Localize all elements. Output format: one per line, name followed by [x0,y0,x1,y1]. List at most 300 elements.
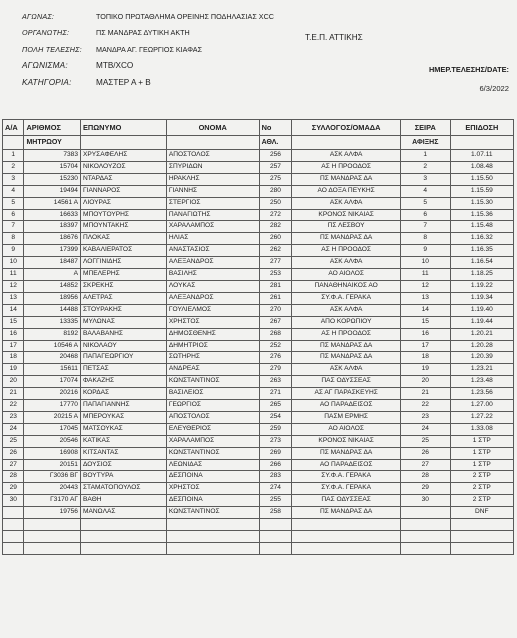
cell-finish-order: 17 [400,340,450,352]
cell-registry-number: 17074 [24,376,81,388]
table-row [3,185,514,197]
cell-surname: ΜΥΛΩΝΑΣ [80,316,166,328]
table-row [3,269,514,281]
cell-performance: 1.19.34 [450,292,513,304]
table-row [3,209,514,221]
cell-first-name: ΗΡΑΚΛΗΣ [166,173,259,185]
cell-finish-order: 5 [400,197,450,209]
cell-performance: 1.18.25 [450,269,513,281]
cell-finish-order: 4 [400,185,450,197]
cell-finish-order: 22 [400,400,450,412]
cell-athlete-number: 279 [259,364,292,376]
category-name: ΜΑΣΤΕΡ Α + Β [96,77,151,87]
cell-finish-order: 25 [400,435,450,447]
cell-athlete-number: 254 [259,411,292,423]
column-subheader-first-name [166,136,259,150]
cell-performance: 2 ΣΤΡ [450,471,513,483]
table-row [3,340,514,352]
cell-athlete-number: 266 [259,459,292,471]
cell-performance: 2 ΣΤΡ [450,483,513,495]
cell-club: ΠΣ ΛΕΣΒΟΥ [292,221,401,233]
empty-cell [3,542,24,554]
empty-cell [24,519,81,531]
cell-registry-number: Γ3036 ΒΓ [24,471,81,483]
cell-aa: 6 [3,209,24,221]
cell-athlete-number: 261 [259,292,292,304]
cell-club: ΑΣΚ ΑΛΦΑ [292,150,401,162]
cell-performance: 1.19.44 [450,316,513,328]
cell-athlete-number: 260 [259,233,292,245]
cell-registry-number: 7383 [24,150,81,162]
cell-club: ΠΣ ΜΑΝΔΡΑΣ ΔΑ [292,173,401,185]
cell-registry-number: 17045 [24,423,81,435]
results-body [3,150,514,555]
cell-athlete-number: 269 [259,447,292,459]
cell-first-name: ΑΝΑΣΤΑΣΙΟΣ [166,245,259,257]
cell-surname: ΔΟΥΣΙΟΣ [80,459,166,471]
cell-finish-order: 7 [400,221,450,233]
date-label: ΗΜΕΡ.ΤΕΛΕΣΗΣ/DATE: [428,65,509,74]
cell-aa: 21 [3,388,24,400]
date-value: 6/3/2022 [479,84,509,93]
table-row [3,233,514,245]
cell-surname: ΚΑΤΙΚΑΣ [80,435,166,447]
cell-first-name: ΓΙΑΝΝΗΣ [166,185,259,197]
organizer-name: ΠΣ ΜΑΝΔΡΑΣ ΔΥΤΙΚΗ ΑΚΤΗ [96,28,190,38]
cell-surname: ΛΙΟΥΡΑΣ [80,197,166,209]
cell-finish-order: 27 [400,459,450,471]
table-row [3,435,514,447]
event-label: ΑΓΩΝΙΣΜΑ: [22,61,68,71]
cell-aa: 19 [3,364,24,376]
cell-athlete-number: 283 [259,471,292,483]
column-header-athlete-number: No [259,120,292,136]
cell-surname: ΣΤΑΜΑΤΟΠΟΥΛΟΣ [80,483,166,495]
cell-aa: 9 [3,245,24,257]
cell-club: ΠΑΣ ΟΔΥΣΣΕΑΣ [292,376,401,388]
cell-club: ΑΣ Η ΠΡΟΟΔΟΣ [292,328,401,340]
table-row [3,292,514,304]
cell-performance: 1.20.28 [450,340,513,352]
cell-club: ΑΟ ΠΑΡΑΔΕΙΣΟΣ [292,459,401,471]
cell-registry-number: 20216 [24,388,81,400]
empty-cell [166,519,259,531]
cell-finish-order: 20 [400,376,450,388]
table-row [3,459,514,471]
cell-club: ΑΣ Η ΠΡΟΟΔΟΣ [292,245,401,257]
column-header-first-name: ΟΝΟΜΑ [166,120,259,136]
empty-cell [292,519,401,531]
cell-surname: ΑΛΕΤΡΑΣ [80,292,166,304]
cell-registry-number: 15611 [24,364,81,376]
cell-club: ΑΟ ΑΙΟΛΟΣ [292,269,401,281]
empty-row [3,530,514,542]
cell-performance: 1.16.32 [450,233,513,245]
cell-aa: 7 [3,221,24,233]
table-row [3,388,514,400]
cell-registry-number: 18956 [24,292,81,304]
column-subheader-aa [3,136,24,150]
empty-cell [259,542,292,554]
cell-club: ΑΣΚ ΑΛΦΑ [292,257,401,269]
cell-surname: ΜΠΕΛΕΡΗΣ [80,269,166,281]
cell-aa: 15 [3,316,24,328]
cell-finish-order: 14 [400,304,450,316]
race-label: ΑΓΩΝΑΣ: [22,11,55,21]
column-subheader-registry-number: ΜΗΤΡΩΟΥ [24,136,81,150]
cell-performance: 1.23.48 [450,376,513,388]
cell-performance: DNF [450,507,513,519]
table-row [3,400,514,412]
cell-first-name: ΗΛΙΑΣ [166,233,259,245]
cell-performance: 1.15.36 [450,209,513,221]
cell-aa: 3 [3,173,24,185]
empty-cell [450,542,513,554]
empty-cell [166,530,259,542]
cell-finish-order: 8 [400,233,450,245]
table-row [3,471,514,483]
cell-aa: 18 [3,352,24,364]
cell-club: ΠΣ ΜΑΝΔΡΑΣ ΔΑ [292,352,401,364]
cell-performance: 1 ΣΤΡ [450,435,513,447]
cell-first-name: ΒΑΣΙΛΕΙΟΣ [166,388,259,400]
cell-performance: 2 ΣΤΡ [450,495,513,507]
empty-row [3,542,514,554]
category-row [22,74,502,91]
cell-aa: 20 [3,376,24,388]
cell-first-name: ΧΑΡΑΛΑΜΠΟΣ [166,435,259,447]
cell-finish-order: 1 [400,150,450,162]
cell-club: ΑΣ Η ΠΡΟΟΔΟΣ [292,161,401,173]
cell-performance: 1.27.22 [450,411,513,423]
cell-surname: ΠΛΟΚΑΣ [80,233,166,245]
column-header-performance: ΕΠΙΔΟΣΗ [450,120,513,136]
cell-first-name: ΧΡΗΣΤΟΣ [166,483,259,495]
cell-registry-number: 8192 [24,328,81,340]
organizer-label: ΟΡΓΑΝΩΤΗΣ: [22,28,70,38]
cell-surname: ΜΑΝΩΛΑΣ [80,507,166,519]
federation-name: Τ.Ε.Π. ΑΤΤΙΚΗΣ [305,33,363,42]
cell-first-name: ΒΑΣΙΛΗΣ [166,269,259,281]
cell-finish-order: 18 [400,352,450,364]
cell-aa: 27 [3,459,24,471]
cell-finish-order: 28 [400,471,450,483]
cell-surname: ΝΤΑΡΔΑΣ [80,173,166,185]
cell-first-name: ΛΕΩΝΙΔΑΣ [166,459,259,471]
column-header-club: ΣΥΛΛΟΓΟΣ/ΟΜΑΔΑ [292,120,401,136]
cell-finish-order: 21 [400,388,450,400]
cell-athlete-number: 281 [259,280,292,292]
cell-aa: 17 [3,340,24,352]
cell-athlete-number: 253 [259,269,292,281]
cell-registry-number: 14852 [24,280,81,292]
race-row [22,8,502,25]
column-subheader-club [292,136,401,150]
cell-aa: 26 [3,447,24,459]
cell-performance: 1.33.08 [450,423,513,435]
cell-surname: ΣΤΟΥΡΑΚΗΣ [80,304,166,316]
cell-athlete-number: 277 [259,257,292,269]
cell-first-name: ΣΠΥΡΙΔΩΝ [166,161,259,173]
cell-first-name: ΠΑΝΑΓΙΩΤΗΣ [166,209,259,221]
cell-club: ΑΟ ΔΟΞΑ ΠΕΥΚΗΣ [292,185,401,197]
empty-cell [3,530,24,542]
cell-aa [3,507,24,519]
cell-athlete-number: 252 [259,340,292,352]
cell-athlete-number: 265 [259,400,292,412]
cell-aa: 2 [3,161,24,173]
document-header [22,8,502,91]
cell-aa: 22 [3,400,24,412]
cell-aa: 29 [3,483,24,495]
cell-club: ΑΠΟ ΚΟΡΩΠΙΟΥ [292,316,401,328]
empty-cell [80,519,166,531]
cell-finish-order: 3 [400,173,450,185]
cell-first-name: ΑΝΔΡΕΑΣ [166,364,259,376]
cell-club: ΠΑΣ ΟΔΥΣΣΕΑΣ [292,495,401,507]
table-row [3,161,514,173]
column-header-registry-number: ΑΡΙΘΜΟΣ [24,120,81,136]
table-row [3,423,514,435]
cell-registry-number: 14488 [24,304,81,316]
cell-registry-number: 20546 [24,435,81,447]
cell-club: ΣΥ.Φ.Α. ΓΕΡΑΚΑ [292,471,401,483]
cell-performance: 1 ΣΤΡ [450,447,513,459]
table-row [3,173,514,185]
cell-surname: ΚΑΒΑΛΙΕΡΑΤΟΣ [80,245,166,257]
race-name: ΤΟΠΙΚΟ ΠΡΩΤΑΘΛΗΜΑ ΟΡΕΙΝΗΣ ΠΟΔΗΛΑΣΙΑΣ XCC [96,11,274,21]
cell-club: ΣΥ.Φ.Α. ΓΕΡΑΚΑ [292,483,401,495]
cell-performance: 1.23.21 [450,364,513,376]
cell-performance: 1.16.35 [450,245,513,257]
cell-first-name: ΧΡΗΣΤΟΣ [166,316,259,328]
cell-surname: ΚΟΡΔΑΣ [80,388,166,400]
cell-finish-order: 26 [400,447,450,459]
empty-cell [450,519,513,531]
cell-athlete-number: 257 [259,161,292,173]
cell-club: ΑΣΚ ΑΛΦΑ [292,197,401,209]
cell-first-name: ΧΑΡΑΛΑΜΠΟΣ [166,221,259,233]
cell-performance: 1.23.56 [450,388,513,400]
city-label: ΠΟΛΗ ΤΕΛΕΣΗΣ: [22,44,82,54]
column-header-surname: ΕΠΩΝΥΜΟ [80,120,166,136]
cell-aa: 5 [3,197,24,209]
cell-club: ΑΣ ΑΓ ΠΑΡΑΣΚΕΥΗΣ [292,388,401,400]
table-row [3,328,514,340]
table-row [3,197,514,209]
cell-aa: 25 [3,435,24,447]
cell-athlete-number: 263 [259,376,292,388]
cell-first-name: ΔΗΜΟΣΘΕΝΗΣ [166,328,259,340]
cell-performance: 1.20.21 [450,328,513,340]
cell-finish-order: 19 [400,364,450,376]
cell-registry-number: 20443 [24,483,81,495]
cell-performance: 1.27.00 [450,400,513,412]
cell-first-name: ΔΕΣΠΟΙΝΑ [166,471,259,483]
cell-athlete-number: 258 [259,507,292,519]
column-header-finish-order: ΣΕΙΡΑ [400,120,450,136]
cell-surname: ΚΙΤΣΑΝΤΑΣ [80,447,166,459]
cell-aa: 1 [3,150,24,162]
cell-athlete-number: 270 [259,304,292,316]
cell-finish-order: 15 [400,316,450,328]
table-row [3,304,514,316]
table-header-row [3,120,514,136]
cell-finish-order: 9 [400,245,450,257]
cell-surname: ΛΟΓΓΙΝΙΔΗΣ [80,257,166,269]
cell-performance: 1.07.11 [450,150,513,162]
cell-athlete-number: 268 [259,328,292,340]
cell-registry-number: 14561 Α [24,197,81,209]
cell-club: ΑΟ ΑΙΟΛΟΣ [292,423,401,435]
cell-first-name: ΓΟΥΛΙΕΛΜΟΣ [166,304,259,316]
cell-registry-number: 18676 [24,233,81,245]
cell-first-name: ΚΩΝΣΤΑΝΤΙΝΟΣ [166,376,259,388]
cell-aa: 10 [3,257,24,269]
empty-cell [80,542,166,554]
cell-performance: 1.16.54 [450,257,513,269]
cell-finish-order: 12 [400,280,450,292]
cell-registry-number: 18397 [24,221,81,233]
cell-athlete-number: 273 [259,435,292,447]
cell-finish-order: 23 [400,411,450,423]
cell-performance: 1.15.48 [450,221,513,233]
cell-finish-order: 29 [400,483,450,495]
cell-performance: 1.15.59 [450,185,513,197]
cell-registry-number: 19494 [24,185,81,197]
cell-first-name: ΛΟΥΚΑΣ [166,280,259,292]
cell-surname: ΜΠΟΥΤΟΥΡΗΣ [80,209,166,221]
cell-registry-number: 16908 [24,447,81,459]
cell-performance: 1.15.50 [450,173,513,185]
table-subheader-row [3,136,514,150]
cell-registry-number: 20215 Α [24,411,81,423]
cell-surname: ΓΙΑΝΝΑΡΟΣ [80,185,166,197]
empty-cell [259,530,292,542]
cell-aa: 16 [3,328,24,340]
cell-aa: 8 [3,233,24,245]
cell-surname: ΜΑΤΣΟΥΚΑΣ [80,423,166,435]
cell-club: ΠΣ ΜΑΝΔΡΑΣ ΔΑ [292,507,401,519]
cell-first-name: ΚΩΝΣΤΑΝΤΙΝΟΣ [166,447,259,459]
table-row [3,411,514,423]
cell-club: ΑΣΚ ΑΛΦΑ [292,364,401,376]
cell-athlete-number: 280 [259,185,292,197]
cell-club: ΑΟ ΠΑΡΑΔΕΙΣΟΣ [292,400,401,412]
empty-cell [400,530,450,542]
cell-registry-number: 15230 [24,173,81,185]
cell-club: ΠΑΣΜ ΕΡΜΗΣ [292,411,401,423]
cell-performance: 1.19.22 [450,280,513,292]
cell-club: ΠΣ ΜΑΝΔΡΑΣ ΔΑ [292,233,401,245]
empty-cell [400,542,450,554]
cell-aa: 24 [3,423,24,435]
cell-surname: ΝΙΚΟΛΑΟΥ [80,340,166,352]
table-row [3,257,514,269]
cell-surname: ΠΑΠΑΓΙΑΝΝΗΣ [80,400,166,412]
cell-finish-order: 24 [400,423,450,435]
cell-athlete-number: 272 [259,209,292,221]
cell-surname: ΒΟΥΤΥΡΑ [80,471,166,483]
table-row [3,352,514,364]
cell-athlete-number: 274 [259,483,292,495]
column-subheader-surname [80,136,166,150]
cell-first-name: ΔΕΣΠΟΙΝΑ [166,495,259,507]
cell-registry-number: 10546 Α [24,340,81,352]
cell-surname: ΣΚΡΕΚΗΣ [80,280,166,292]
cell-surname: ΝΙΚΟΛΟΥΖΟΣ [80,161,166,173]
cell-registry-number: 18487 [24,257,81,269]
event-name: MTB/XCO [96,61,134,71]
cell-athlete-number: 256 [259,150,292,162]
table-row [3,483,514,495]
cell-surname: ΜΠΕΡΟΥΚΑΣ [80,411,166,423]
cell-aa: 14 [3,304,24,316]
empty-cell [400,519,450,531]
cell-registry-number: 19756 [24,507,81,519]
cell-registry-number: Α [24,269,81,281]
cell-registry-number: 16633 [24,209,81,221]
table-row [3,364,514,376]
column-subheader-performance [450,136,513,150]
cell-aa: 28 [3,471,24,483]
cell-registry-number: 13335 [24,316,81,328]
cell-surname: ΒΑΛΑΒΑΝΗΣ [80,328,166,340]
cell-finish-order [400,507,450,519]
cell-finish-order: 10 [400,257,450,269]
cell-finish-order: 30 [400,495,450,507]
cell-club: ΠΑΝΑΘΗΝΑΙΚΟΣ ΑΟ [292,280,401,292]
cell-athlete-number: 282 [259,221,292,233]
cell-athlete-number: 250 [259,197,292,209]
cell-surname: ΠΕΤΣΑΣ [80,364,166,376]
cell-aa: 12 [3,280,24,292]
cell-finish-order: 11 [400,269,450,281]
cell-registry-number: 15704 [24,161,81,173]
city-row [22,41,502,58]
city-name: ΜΑΝΔΡΑ ΑΓ. ΓΕΩΡΓΙΟΣ ΚΙΑΦΑΣ [96,44,203,54]
empty-cell [3,519,24,531]
table-row [3,507,514,519]
cell-club: ΠΣ ΜΑΝΔΡΑΣ ΔΑ [292,340,401,352]
cell-finish-order: 13 [400,292,450,304]
table-row [3,376,514,388]
cell-performance: 1.08.48 [450,161,513,173]
cell-registry-number: 20151 [24,459,81,471]
cell-club: ΣΥ.Φ.Α. ΓΕΡΑΚΑ [292,292,401,304]
cell-first-name: ΑΛΕΞΑΝΔΡΟΣ [166,257,259,269]
empty-cell [259,519,292,531]
cell-first-name: ΣΤΕΡΓΙΟΣ [166,197,259,209]
cell-registry-number: Γ3170 ΑΓ [24,495,81,507]
cell-surname: ΦΑΚΑΖΗΣ [80,376,166,388]
cell-club: ΑΣΚ ΑΛΦΑ [292,304,401,316]
results-table [2,119,514,555]
table-row [3,316,514,328]
empty-cell [450,530,513,542]
cell-finish-order: 16 [400,328,450,340]
cell-athlete-number: 255 [259,495,292,507]
empty-cell [80,530,166,542]
cell-athlete-number: 259 [259,423,292,435]
cell-aa: 11 [3,269,24,281]
cell-club: ΠΣ ΜΑΝΔΡΑΣ ΔΑ [292,447,401,459]
cell-first-name: ΔΗΜΗΤΡΙΟΣ [166,340,259,352]
table-row [3,447,514,459]
cell-performance: 1.19.40 [450,304,513,316]
cell-athlete-number: 275 [259,173,292,185]
empty-cell [24,530,81,542]
